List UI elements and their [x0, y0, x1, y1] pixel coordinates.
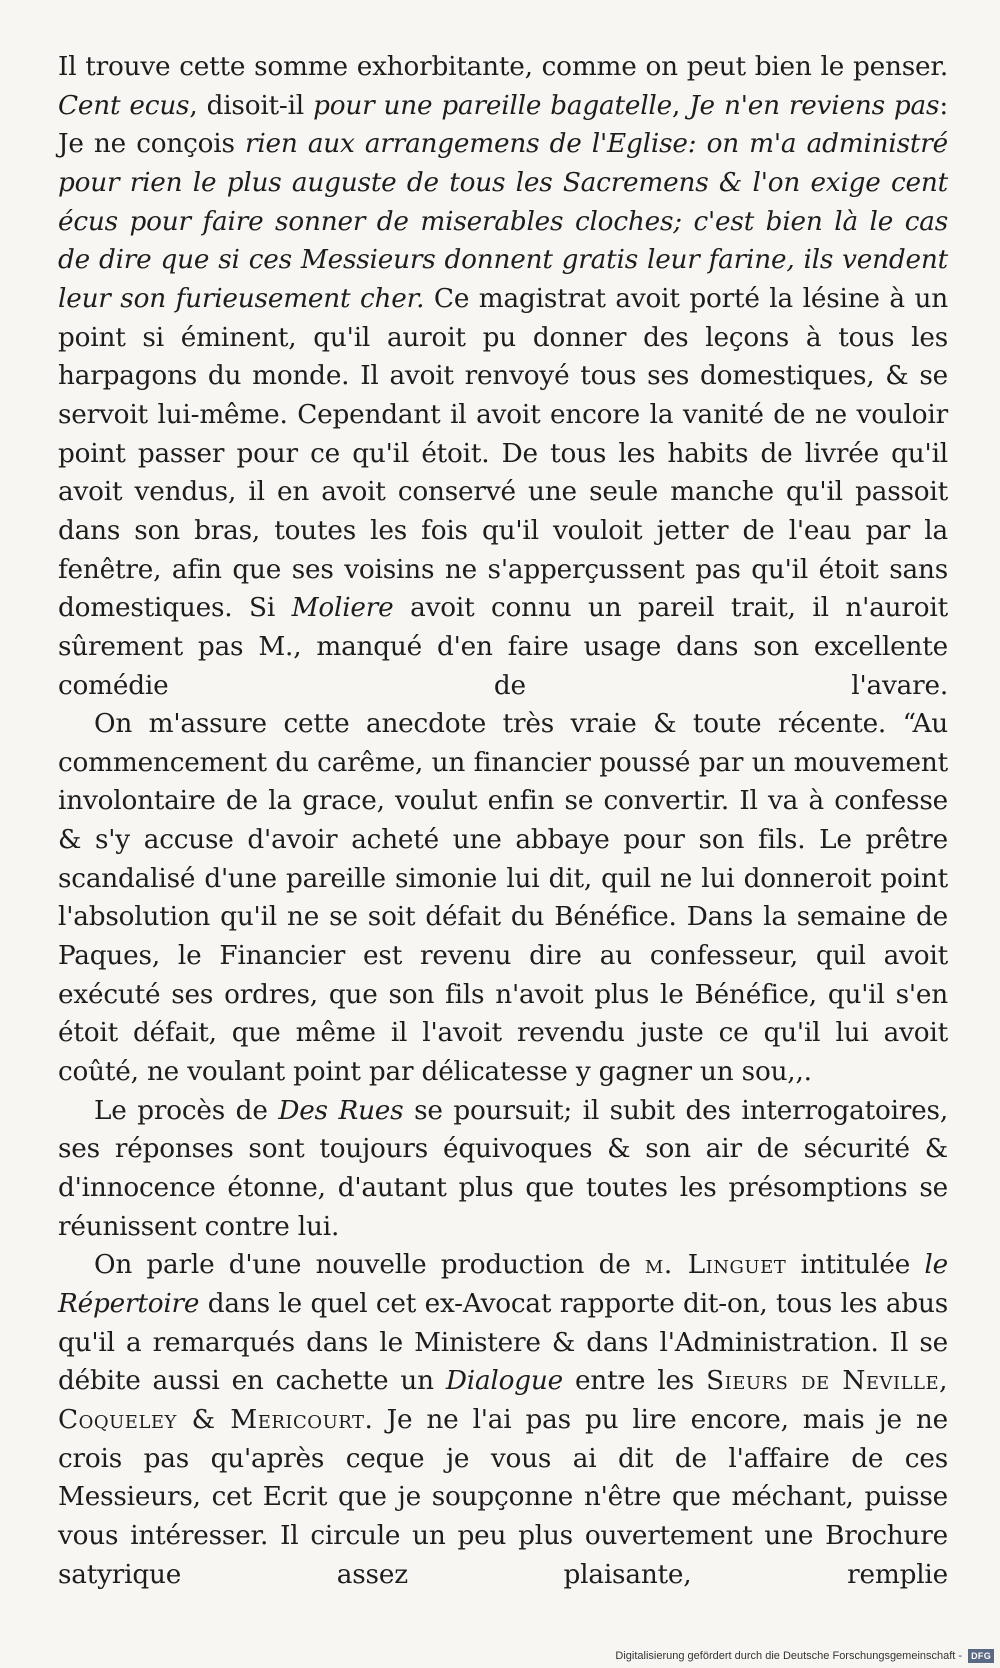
text-segment: Sieurs de Neville, Coqueley & Mericourt [58, 1366, 948, 1435]
text-segment: rien aux arrangemens de l'Eglise: on m'a administré pour rien le plus auguste de tous les Sacremens & l'on exige cent écus pour faire sonner de miserables cloches; c'est bien là le cas de dire que si ces Messieurs donnent gratis leur farine, ils vendent leur son furieusement cher. [58, 129, 949, 314]
text-segment: On parle d'une nouvelle production de [94, 1250, 645, 1281]
text-segment: intitulée [786, 1250, 925, 1281]
text-segment: m. Linguet [644, 1250, 787, 1281]
text-segment: se poursuit; il subit des interrogatoires, ses réponses sont toujours équivoques & son air de sécurité & d'innocence étonne, d'autant plus que toutes les présomptions se réunissent contre lui. [58, 1095, 948, 1242]
text-segment: : Je ne conçois [58, 90, 948, 160]
text-segment: , [672, 90, 690, 121]
text-segment: . Je ne l'ai pas pu lire encore, mais je ne crois pas qu'après ceque je vous ai dit de l'affaire de ces Messieurs, cet Ecrit que je soupçonne n'être que méchant, puisse vous intéresser. Il circule un peu plus ouvertement une Brochure satyrique assez plaisante, remplie [58, 1404, 948, 1590]
dfg-logo-icon: DFG [968, 1649, 994, 1663]
text-segment: Il trouve cette somme exhorbitante, comme on peut bien le penser. [58, 52, 948, 82]
text-segment: Cent ecus [58, 90, 190, 121]
paragraph-p1 [58, 48, 948, 705]
text-segment: Ce magistrat avoit porté la lésine à un point si éminent, qu'il auroit pu donner des leçons à tous les harpagons du monde. Il avoit renvoyé tous ses domestiques, & se servoit lui-même. Cependant il avoit encore la vanité de ne vouloir point passer pour ce qu'il étoit. De tous les habits de livrée qu'il avoit vendus, il en avoit conservé une seule manche qu'il passoit dans son bras, toutes les fois qu'il vouloit jetter de l'eau par la fenêtre, afin que ses voisins ne s'apperçussent pas qu'il étoit sans domestiques. Si [58, 283, 948, 624]
text-segment: le Répertoire [58, 1250, 948, 1319]
paragraph-p3 [58, 1092, 948, 1247]
text-segment: entre les [563, 1366, 707, 1397]
text-segment: On m'assure cette anecdote très vraie & toute récente. “Au commencement du carême, un financier poussé par un mouvement involontaire de la grace, voulut enfin se convertir. Il va à confesse & s'y accuse d'avoir acheté une abbaye pour son fils. Le prêtre scandalisé d'une pareille simonie lui dit, quil ne lui donneroit point l'absolution qu'il ne se soit défait du Bénéfice. Dans la semaine de Paques, le Financier est revenu dire au confesseur, quil avoit exécuté ses ordres, que son fils n'avoit plus le Bénéfice, qu'il s'en étoit défait, que même il l'avoit revendu juste ce qu'il lui avoit coûté, ne voulant point par délicatesse y gagner un sou,,. [58, 709, 948, 1088]
paragraph-p2 [58, 705, 948, 1092]
text-segment: Moliere [291, 593, 394, 624]
paragraph-p4 [58, 1246, 948, 1594]
body-text [58, 48, 948, 1594]
text-segment: dans le quel cet ex-Avocat rapporte dit-on, tous les abus qu'il a remarqués dans le Ministere & dans l'Administration. Il se débite aussi en cachette un [58, 1289, 948, 1397]
digitization-credit [615, 1648, 994, 1664]
text-segment: Le procès de [94, 1095, 279, 1126]
text-segment: Je n'en reviens pas [689, 90, 940, 121]
text-segment: Dialogue [445, 1366, 564, 1397]
text-segment: avoit connu un pareil trait, il n'auroit sûrement pas M., manqué d'en faire usage dans son excellente comédie de l'avare. [58, 593, 948, 701]
text-segment: pour une pareille bagatelle [313, 90, 672, 121]
text-segment: Des Rues [278, 1095, 404, 1126]
text-segment: , disoit-il [189, 90, 314, 121]
footer-credit-text: Digitalisierung gefördert durch die Deutsche Forschungsgemeinschaft - [615, 1650, 963, 1662]
